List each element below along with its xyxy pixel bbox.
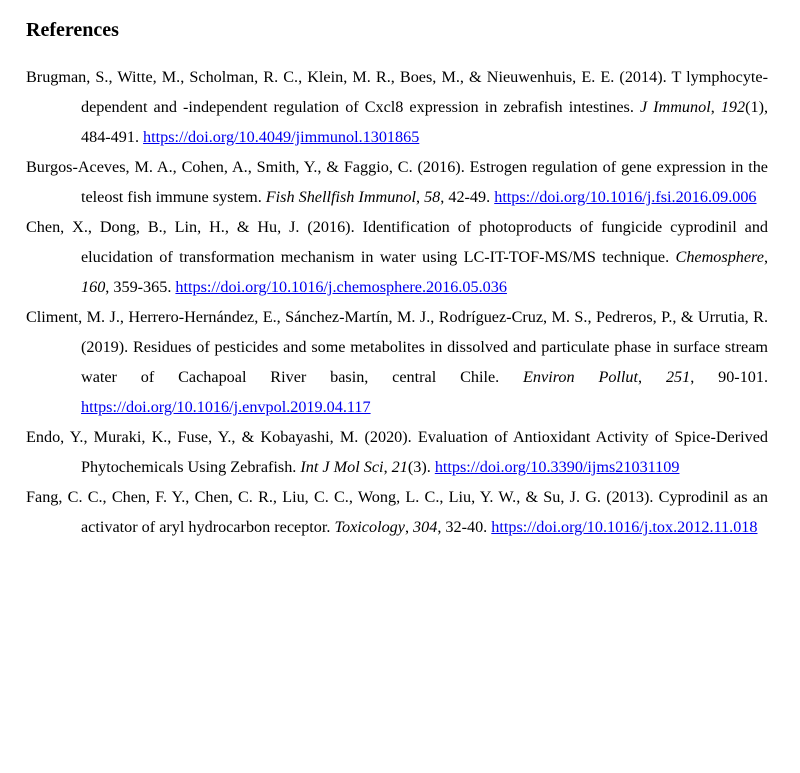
reference-entry: Brugman, S., Witte, M., Scholman, R. C., Klein, M. R., Boes, M., & Nieuwenhuis, E. E. (2014). T lymphocyte-dependent and -independent regulation of Cxcl8 expression in zebrafish intestines. J Immunol, 192(1), 484-491. https://doi.org/10.4049/jimmunol.1301865: [26, 68, 769, 146]
ref-pages: , 90-101.: [690, 368, 769, 386]
doi-link[interactable]: https://doi.org/10.1016/j.tox.2012.11.018: [491, 518, 758, 536]
doi-link[interactable]: https://doi.org/10.1016/j.fsi.2016.09.006: [494, 188, 757, 206]
ref-authors: Brugman, S., Witte, M., Scholman, R. C., Klein, M. R., Boes, M., & Nieuwenhuis, E. E. (2014).: [26, 68, 667, 86]
ref-volume: 58: [424, 188, 441, 206]
reference-list: [26, 62, 768, 542]
ref-pages: , 42-49.: [440, 188, 491, 206]
ref-title: Evaluation of Antioxidant Activity of Spice-Derived Phytochemicals Using Zebrafish.: [81, 428, 768, 476]
ref-title: Estrogen regulation of gene expression in the teleost fish immune system.: [81, 158, 768, 206]
ref-journal: Chemosphere: [675, 248, 764, 266]
references-heading: References: [26, 19, 119, 41]
ref-journal: Fish Shellfish Immunol: [265, 188, 416, 206]
ref-title: Residues of pesticides and some metabolites in dissolved and particulate phase in surface stream water of Cachapoal River basin, central Chile.: [81, 338, 768, 386]
reference-entry: Endo, Y., Muraki, K., Fuse, Y., & Kobayashi, M. (2020). Evaluation of Antioxidant Activity of Spice-Derived Phytochemicals Using Zebrafish. Int J Mol Sci, 21(3). https://doi.org/10.3390/ijms21031109: [26, 428, 768, 476]
ref-journal: Toxicology: [334, 518, 405, 536]
ref-pages: (1), 484-491.: [81, 98, 769, 146]
doi-link[interactable]: https://doi.org/10.3390/ijms21031109: [434, 458, 680, 476]
ref-pages: , 359-365.: [105, 278, 172, 296]
doi-link[interactable]: https://doi.org/10.4049/jimmunol.1301865: [143, 128, 420, 146]
reference-entry: Fang, C. C., Chen, F. Y., Chen, C. R., Liu, C. C., Wong, L. C., Liu, Y. W., & Su, J. G. (2013). Cyprodinil as an activator of aryl hydrocarbon receptor. Toxicology, 304, 32-40. https://doi.org/10.1016/j.tox.2012.11.018: [26, 488, 769, 536]
ref-title: T lymphocyte-dependent and -independent regulation of Cxcl8 expression in zebrafish intestines.: [81, 68, 768, 116]
ref-authors: Chen, X., Dong, B., Lin, H., & Hu, J. (2016).: [26, 218, 355, 236]
ref-authors: Endo, Y., Muraki, K., Fuse, Y., & Kobayashi, M. (2020).: [26, 428, 412, 446]
reference-entry: Burgos-Aceves, M. A., Cohen, A., Smith, Y., & Faggio, C. (2016). Estrogen regulation of gene expression in the teleost fish immune system. Fish Shellfish Immunol, 58, 42-49. https://doi.org/10.1016/j.fsi.2016.09.006: [26, 158, 768, 206]
ref-title: Cyprodinil as an activator of aryl hydrocarbon receptor.: [81, 488, 769, 536]
ref-pages: (3).: [407, 458, 431, 476]
ref-authors: Fang, C. C., Chen, F. Y., Chen, C. R., Liu, C. C., Wong, L. C., Liu, Y. W., & Su, J. G. (2013).: [26, 488, 654, 506]
ref-journal: Environ Pollut: [523, 368, 639, 386]
ref-journal: Int J Mol Sci: [300, 458, 384, 476]
ref-volume: 21: [391, 458, 408, 476]
ref-volume: 304: [413, 518, 438, 536]
reference-entry: Climent, M. J., Herrero-Hernández, E., Sánchez-Martín, M. J., Rodríguez-Cruz, M. S., Pedreros, P., & Urrutia, R. (2019). Residues of pesticides and some metabolites in dissolved and particulate phase in surface stream water of Cachapoal River basin, central Chile. Environ Pollut, 251, 90-101. https://doi.org/10.1016/j.envpol.2019.04.117: [26, 308, 769, 416]
ref-volume: 160: [81, 278, 106, 296]
doi-link[interactable]: https://doi.org/10.1016/j.envpol.2019.04.117: [81, 398, 371, 416]
ref-pages: , 32-40.: [437, 518, 488, 536]
ref-title: Identification of photoproducts of fungicide cyprodinil and elucidation of transformation mechanism in water using LC-IT-TOF-MS/MS technique.: [81, 218, 769, 266]
reference-entry: Chen, X., Dong, B., Lin, H., & Hu, J. (2016). Identification of photoproducts of fungicide cyprodinil and elucidation of transformation mechanism in water using LC-IT-TOF-MS/MS technique. Chemosphere, 160, 359-365. https://doi.org/10.1016/j.chemosphere.2016.05.036: [26, 218, 769, 296]
ref-volume: 251: [665, 368, 691, 386]
ref-volume: 192: [720, 98, 746, 116]
ref-journal: J Immunol: [639, 98, 711, 116]
ref-authors: Climent, M. J., Herrero-Hernández, E., Sánchez-Martín, M. J., Rodríguez-Cruz, M. S., Pedreros, P., & Urrutia, R. (2019).: [26, 308, 768, 356]
doi-link[interactable]: https://doi.org/10.1016/j.chemosphere.2016.05.036: [175, 278, 507, 296]
ref-authors: Burgos-Aceves, M. A., Cohen, A., Smith, Y., & Faggio, C. (2016).: [26, 158, 465, 176]
